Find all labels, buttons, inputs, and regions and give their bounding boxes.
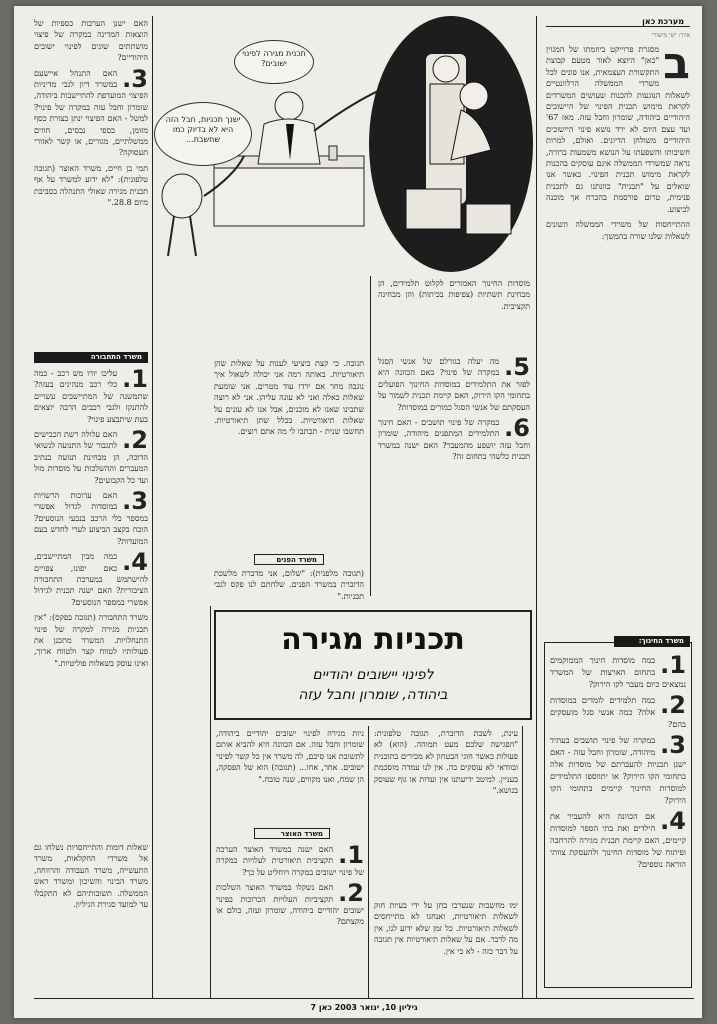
- question-number: 1.: [660, 654, 686, 679]
- column-rule: [210, 606, 211, 998]
- list-item: [550, 691, 686, 730]
- question-number: 5.: [504, 356, 530, 381]
- interior-label: משרד הפנים: [254, 554, 324, 565]
- subheadline: לפינוי יישובים יהודיים: [312, 667, 434, 683]
- section-label: מערכת כאן: [546, 16, 690, 27]
- list-item: [216, 879, 364, 928]
- column-rule: [536, 16, 537, 998]
- list-item: [550, 731, 686, 806]
- list-item: [34, 426, 148, 486]
- lead-article: [546, 44, 690, 634]
- treasury-questions: [216, 844, 364, 994]
- intro-col-left: ניות מגירה לפינוי ישובים יהודיים ביהודה, שומרון וחבל עזה. אם הכוונה היא להביא אותם לתשובת אנו סיכם, לה משרד אין כל קשר לפינוי ישובים. אחר, אחו... (תגובה) הוא של הפסקה, הן שמח, ואנו מקווים, שנה טובה.": [216, 729, 364, 784]
- question-number: 4.: [660, 807, 686, 835]
- question-text: כמה מבין המתיישבים, כאם יפונו, צפויים להישתמש במערכת התחבורה הציבורית? האם ישנה תכנית לגידול אפשרי במספר הנוסעים?: [34, 552, 148, 607]
- question-number: 3.: [660, 731, 686, 759]
- question-number: 1.: [122, 368, 148, 393]
- left-column-top: [34, 18, 148, 348]
- education-questions: [550, 654, 686, 984]
- question-text: האם התנהל איישעם במשרד דיון לגבי מדיניות הפיצוי המועדפת להתיישבות ביהודה, שומרון וחבל עזה במקרה של פינוי? למשל - האם הפיצוי ינתן בצורת כסף מזומן, כספי נכסים, חוזים ממשלתיים, מגורים, או קשר לאזורי תעסוקה?: [34, 68, 148, 158]
- question-text: כמה תלמידים לומדים במוסדות אלה? כמה אנשי סגל מועסקים בהם?: [550, 695, 686, 729]
- center-answer: מוסדות החינוך האמורים לקלוט תלמידים, הן מבחינת תשתיות (צפיפות בכיתות) והן מבחינה תקציבית.: [378, 279, 530, 311]
- transport-answer: משרד התחבורה (תגובה בפקס): "אין תכניות מגירה למקרה של פינוי התנחלויות. המשרד מתכנן את פעולותיו לטווח קצר ולטווח ארוך, ואינו עוסק בשאלות פוליטיות.": [34, 613, 148, 668]
- footer-rule: [34, 998, 694, 999]
- question-text: עליכו יורו מש רכב - כמה כלי רכב מנהיגים בעזה? שתמשנה של המתיישבים עשויים להתנקז ולגבי רכבים הרבה יוצאים בעת שיתבצע פינוי?: [34, 369, 148, 424]
- list-item: [378, 356, 530, 413]
- column-rule: [152, 16, 153, 998]
- question-number: 3.: [122, 64, 148, 93]
- list-item: האם ישנן הערכות כספיות של הוצאות המדינה במקרה של פיצוי מושתתים שונים לפינוי ישובים היהודיים?: [34, 19, 148, 63]
- lead-article-text: מסגרת פרוייקט ביוזמתו של המגזין "כאן" היוצא לאור מטעם קבוצת התקשורת העצמאית, אנו פונים לכל משרדי הממשלה הרלוונטיים לשאלות הנוגעות להכנות שעושים המשרדים לקראת מימוש תכנית הפינוי של היישובים היהודיים ביהודה, שומרון וחבל עזה. מאז 67' ועד עצם היום לא ירד נושא פינוי היישובים היהודיים משולחן הדיונים. ואולם, למרות חשיבותו והשפעתו על הנושא משמעות ברורה, נראה שמשרדי הממשלה אינם עוסקים בהכנות לקראת מימוש תכנית הפינוי. כאשר אנו שואלים על "תכנית" כוונתנו גם לתכנית פנימית, טרום פורסמת בהכרח אך מוכנה לביצוע.: [546, 45, 690, 214]
- intro-col-right: עינת, לשכת הדוברת, תגובה טלפונית: "הפגישה שלכם מעט תמוהה. (הוא) לא פעולות כאשר חוגי הבטחון לא מכירים בתוכנית ובוודאי לא עוסקים בה. אין לנו עמדה מוסכמת בעניין. למיטב ידיעתנו אין ועדות או גוף שעוסק בנושא.": [374, 729, 518, 796]
- center-questions: [378, 356, 530, 596]
- education-label: משרד החינוך:: [614, 636, 690, 647]
- column-rule: [522, 726, 523, 998]
- treasury-label: משרד האוצר: [254, 828, 330, 839]
- question-number: 3.: [122, 487, 148, 516]
- question-number: 2.: [338, 879, 364, 908]
- page-footer: גיליון 10, ינואר 2003 כאן 7: [310, 1003, 418, 1012]
- question-text: מה יעלה בגורלם של אנשי הסגל במקרה של פינוי? באם הכוונה היא לפזר את התלמידים במוסדות החינוך הפועלים בתחומי הקו הירוק, האם קיימת תכנית לשמור על העסקתם של אנשי הסגל כמורים במוסדות?: [378, 357, 530, 412]
- interior-text: (תגובה מלפנית): "שלום, אני מדברת מלשכת הדוברת במשרד הפנים. שלחתם לנו פקס לגבי תכניות.": [214, 569, 364, 601]
- question-number: 6.: [504, 414, 530, 443]
- newspaper-page: [14, 6, 702, 1018]
- list-item: [34, 368, 148, 425]
- transport-footer: שאלות דומות והתייחסויות נשלחו גם אל משרדי החקלאות, משרד התעשייה, משרד העבודה והרווחה, משרד הבינוי והשיכון ומשרד ראש הממשלה. תשובותיהם לא התקבלו עד למועד סגירת הגיליון.: [34, 843, 148, 910]
- column-rule: [370, 276, 371, 596]
- list-item: תמי בן חיים, משרד האוצר (תגובה טלפונית): "לא ידוע למשרד על אף תכנית מגירה שאולי התנהלה בסביבת מיום 28.8.": [34, 163, 148, 208]
- question-text: האם ישנה במשרד האוצר הערכה תקציבית תיאורטית לעלויות במקרה של פינוי ישובים במקרה ויוחליט על כך?: [216, 845, 364, 877]
- question-number: 2.: [660, 691, 686, 719]
- subheadline-2: ביהודה, שומרון וחבל עזה: [298, 687, 448, 703]
- question-text: במקרה של פינוי תושבים - האם חינוך התלמידים המתפנים מיהודה, שומרון וחבל עזה יושפע מהמעבר? האם ישנה במשרד תכנית כלשהי בתחום זה?: [378, 418, 530, 462]
- question-number: 1.: [338, 844, 364, 869]
- question-text: האם עלולה רשת הכבישים לתגבור של התנועה לנשואי הדוכה, הן מבחינת תנועה בנתיב המעברים וההשלכות על מוסדות מול ועד כל הקבועים?: [34, 430, 148, 485]
- speech-bubble: תכנית מגירה לפינוי ישובים?: [234, 40, 314, 84]
- list-item: [216, 844, 364, 878]
- bottom-right-text: ימו מחשבות שנערכו בחן על ידי בעיות חוק לשאלות תיאורטיות, ואנחנו לא מתייחסים לשאלות תיאורטיות. כל זמן שלא ידוע לנו, אין מה לדבר. אם על שאלות תיאורטיות אין תגובה על דבר כזה - לא כי אין.: [374, 901, 518, 956]
- list-item: [34, 64, 148, 159]
- byline: איור: ישי מישורי: [651, 32, 690, 39]
- response-text: תגובה. כי קצת ביציעי לענות על שאלות שהן תיאורטיות. באותה רמה אני יכולה לשאול איך נוגבה מחר אם ירדו עוד מטרים. אני שומעת שאלות כאלה ואני לא עונה עליהן. אני לא רוצה שתבינו שאנו לא מוכנים, אבל אנו לא עונים על שאלות תיאורטיות. בכלל שתן תיאורטיות. תחשבו שנית - תכתבו לי מה אתם רוצים.: [214, 359, 364, 437]
- list-item: [550, 654, 686, 690]
- list-item: [34, 548, 148, 608]
- question-text: במקרה של פינוי תושבים בעתיד מיהודה, שומרון וחבל עזה - האם ישנן תכניות להעברתם של מוסדות אלה בתחומי הקו הירוק? או יתווספו התלמידים למוסדות החינוך קיימים בתחומי הקו הירוק?: [550, 735, 686, 805]
- question-text: האם ערוכות הרשויות במוסדות לגדול אפשרי במספר כלי הרכב בנבעי הנוסעים? הוכח בקצב הביצוע לערי לחדש בעם המועדות?: [34, 491, 148, 546]
- list-item: [550, 807, 686, 870]
- transport-label: משרד התחבורה: [34, 352, 148, 363]
- question-number: 2.: [122, 426, 148, 455]
- question-lead: ההתייחסות של משרדי הממשלה השונים לשאלות שלנו שורה בהמשך:: [546, 220, 690, 241]
- question-text: כמה מוסדות חינוך הממוקמים בתחום הארצות של המשרד נמצאים כיום מעבר לקו הירוק?: [550, 655, 686, 689]
- question-number: 4.: [122, 548, 148, 577]
- question-text: אם הכוונה היא להעביר את הילדים ואת בתי הספר למוסדות קיימים, האם קיימת תכנית מגירה להרחבה ופיתוח של מוסדות החינוך ולהעסקת צוותי הוראה נוספים?: [550, 811, 686, 869]
- question-text: האם נשקלו במשרד האוצר השלכות תקציביות העלויות הכרוכות בפינוי ישובים יהודיים ביהודה, שומרון ועזה, כולם או מקצתם?: [216, 883, 364, 927]
- drop-cap: ב: [663, 44, 690, 89]
- list-item: [34, 487, 148, 547]
- list-item: [378, 414, 530, 463]
- column-rule: [368, 726, 369, 998]
- transport-questions: [34, 368, 148, 838]
- page-title: תכניות מגירה: [281, 622, 465, 657]
- speech-bubble: ישנך תכניות, חבל הזה היא לא בדיוק כמו שחשבת...: [154, 102, 252, 166]
